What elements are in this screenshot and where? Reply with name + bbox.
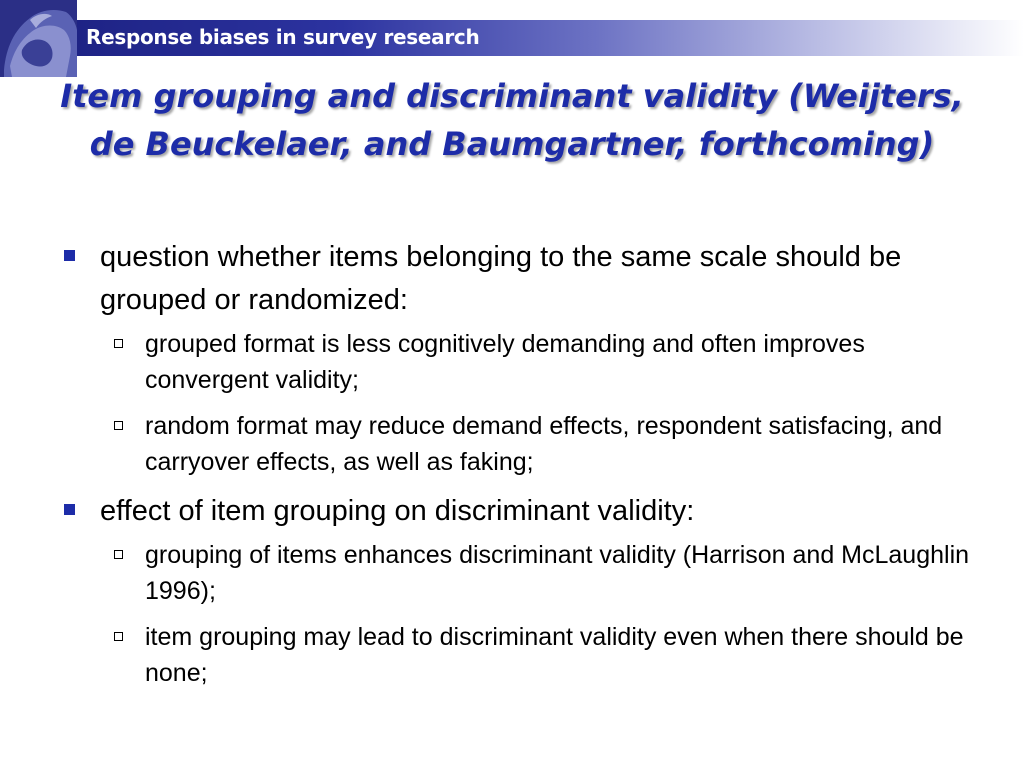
filled-square-icon [64,250,75,261]
sub-bullet-item [62,408,982,480]
bullet-text: question whether items belonging to the same scale should be grouped or randomized: [100,241,902,316]
hollow-square-icon [114,339,123,348]
bullet-text: effect of item grouping on discriminant validity: [100,495,695,527]
sub-bullet-text: grouping of items enhances discriminant validity (Harrison and McLaughlin 1996); [145,541,970,605]
hollow-square-icon [114,632,123,641]
bullet-item [62,490,982,533]
sub-bullet-text: item grouping may lead to discriminant validity even when there should be none; [145,623,964,687]
sub-bullet-item [62,326,982,398]
hollow-square-icon [114,550,123,559]
sub-bullet-text: random format may reduce demand effects, respondent satisfacing, and carryover effects, as well as faking; [145,412,943,476]
filled-square-icon [64,504,75,515]
slide-content [62,236,982,701]
sub-bullet-item [62,619,982,691]
slide-title: Item grouping and discriminant validity (Weijters, de Beuckelaer, and Baumgartner, forthcoming) [60,77,964,163]
header-title: Response biases in survey research [86,25,480,49]
header-bar [77,20,1024,56]
sub-bullet-item [62,537,982,609]
sub-bullet-text: grouped format is less cognitively demanding and often improves convergent validity; [145,330,865,394]
hollow-square-icon [114,421,123,430]
lion-logo-icon [0,0,77,77]
bullet-item [62,236,982,322]
